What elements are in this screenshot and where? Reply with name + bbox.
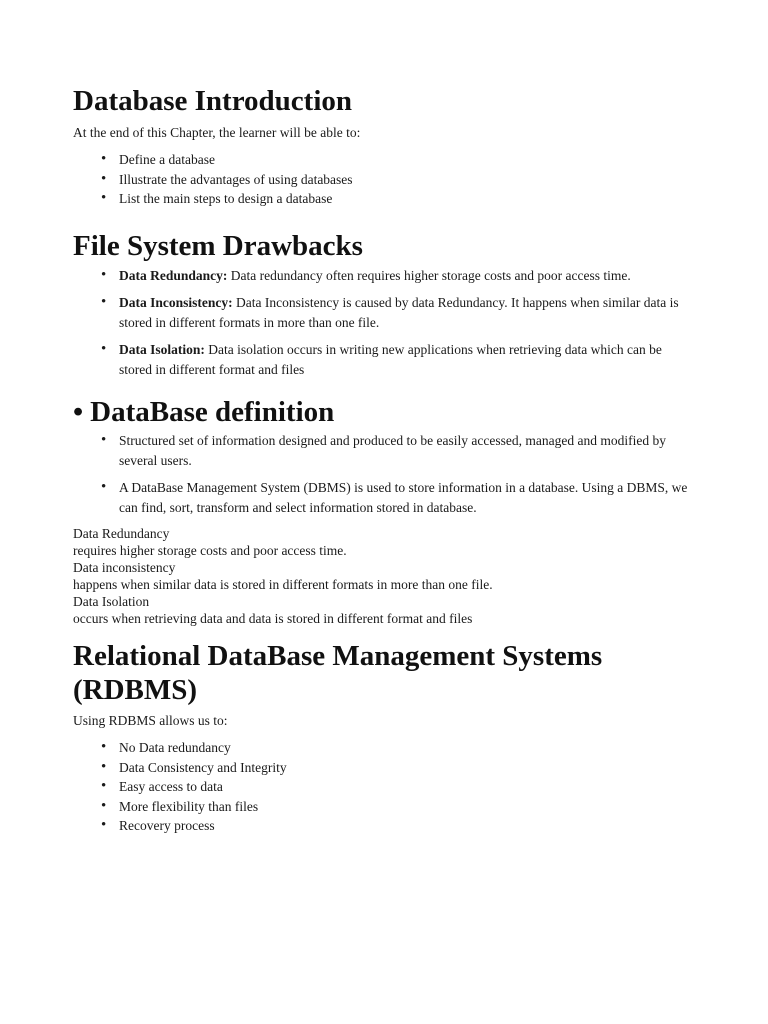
note-line: happens when similar data is stored in different formats in more than one file. <box>73 577 493 592</box>
list-item: • Recovery process <box>73 816 696 836</box>
heading-database-definition: • DataBase definition <box>73 395 696 429</box>
list-item: • List the main steps to design a database <box>73 189 696 209</box>
note-line: Data inconsistency <box>73 560 176 575</box>
rdbms-list <box>73 738 696 836</box>
list-item: • Data Consistency and Integrity <box>73 758 696 778</box>
intro-list <box>73 150 696 209</box>
rdbms-lead: Using RDBMS allows us to: <box>73 713 228 728</box>
list-item: • Easy access to data <box>73 777 696 797</box>
list-item <box>73 340 696 379</box>
heading-file-system-drawbacks: File System Drawbacks <box>73 229 363 262</box>
list-item: • Structured set of information designed and produced to be easily accessed, managed and modified by several users. <box>73 431 696 470</box>
list-item: • Illustrate the advantages of using databases <box>73 170 696 190</box>
note-line: Data Redundancy <box>73 526 170 541</box>
list-item: • More flexibility than files <box>73 797 696 817</box>
term-data-inconsistency: Data Inconsistency: <box>119 295 233 310</box>
note-line: Data Isolation <box>73 594 150 609</box>
list-item: • A DataBase Management System (DBMS) is used to store information in a database. Using a DBMS, we can find, sort, transform and select information stored in database. <box>73 478 696 517</box>
note-line: occurs when retrieving data and data is stored in different format and files <box>73 611 473 626</box>
term-data-isolation: Data Isolation: <box>119 342 205 357</box>
list-item: • Define a database <box>73 150 696 170</box>
note-line: requires higher storage costs and poor access time. <box>73 543 347 558</box>
notes-block <box>73 525 696 627</box>
definition-text: Data isolation occurs in writing new applications when retrieving data which can be stored in different format and files <box>119 342 662 377</box>
definition-text: Data Inconsistency is caused by data Redundancy. It happens when similar data is stored in different formats in more than one file. <box>119 295 679 330</box>
intro-lead: At the end of this Chapter, the learner will be able to: <box>73 125 361 140</box>
list-item: • No Data redundancy <box>73 738 696 758</box>
list-item <box>73 293 696 332</box>
term-data-redundancy: Data Redundancy: <box>119 267 228 283</box>
definition-list <box>73 431 696 517</box>
heading-rdbms: Relational DataBase Management Systems (RDBMS) <box>73 640 603 706</box>
heading-database-introduction: Database Introduction <box>73 85 353 117</box>
drawbacks-list <box>73 266 696 380</box>
list-item <box>73 266 696 286</box>
definition-text: Data redundancy often requires higher storage costs and poor access time. <box>230 267 631 283</box>
